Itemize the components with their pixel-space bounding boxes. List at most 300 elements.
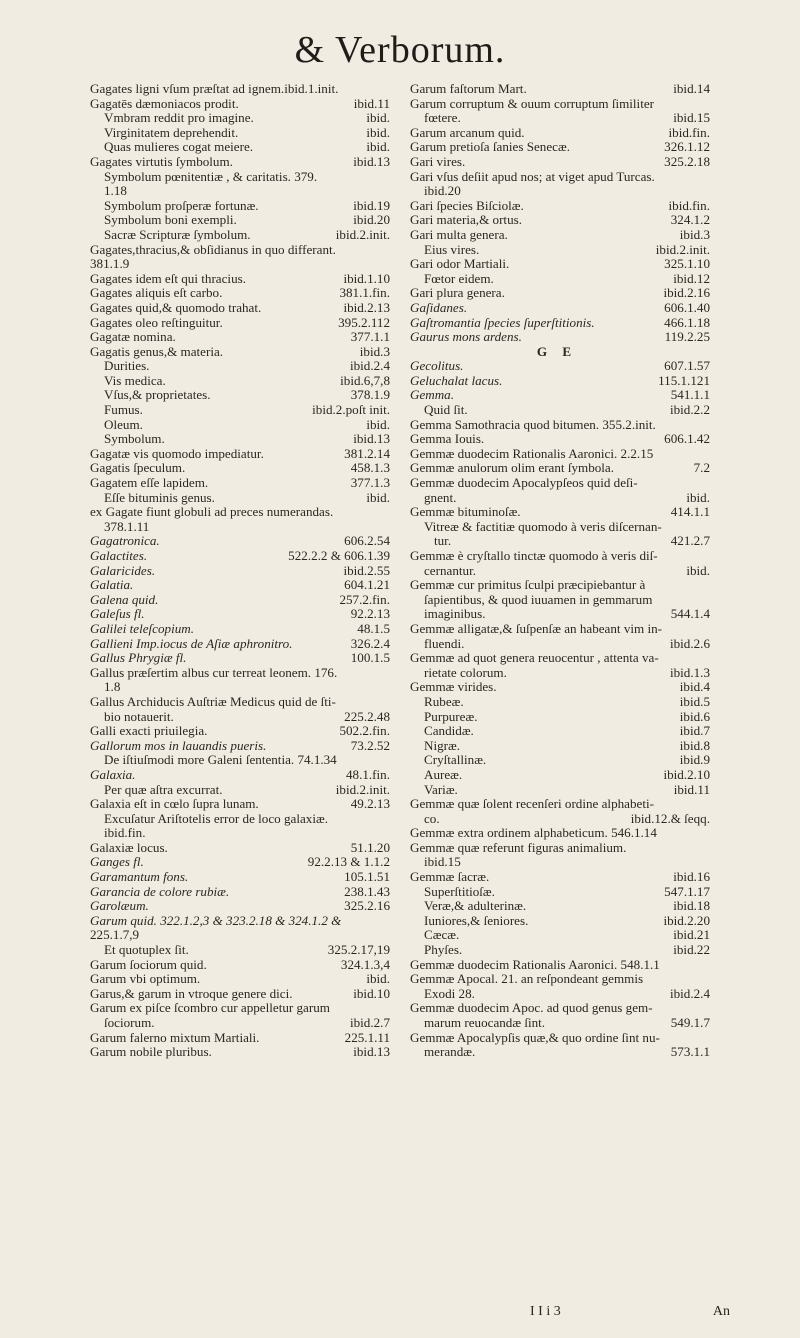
entry-term: ſapientibus, & quod iuuamen in gemmarum [424, 592, 653, 607]
entry-term: Gagatis ſpeculum. [90, 461, 186, 476]
entry-reference: 325.1.10 [664, 257, 710, 272]
entry-reference: ibid.11 [673, 782, 710, 797]
entry-reference: 607.1.57 [664, 359, 710, 374]
entry-term: Gemmæ duodecim Apoc. ad quod genus gem- [410, 1001, 653, 1016]
entry-term: Cæcæ. [424, 928, 460, 943]
entry-reference: ibid.22 [673, 943, 710, 958]
entry-term: Gecolitus. [410, 359, 464, 374]
entry-reference: ibid.6 [679, 709, 710, 724]
index-entry [90, 199, 390, 214]
entry-term: co. [424, 811, 440, 826]
index-entry [90, 1016, 390, 1031]
index-entry [410, 841, 710, 856]
entry-reference: ibid.2.init. [335, 227, 390, 242]
index-entry [410, 622, 710, 637]
index-entry [410, 797, 710, 812]
index-column-left [90, 82, 390, 1060]
entry-reference: 326.2.4 [350, 636, 390, 651]
entry-term: G E [536, 344, 578, 359]
index-entry [410, 213, 710, 228]
entry-reference: ibid. [366, 125, 390, 140]
index-entry [410, 812, 710, 827]
index-entry [90, 359, 390, 374]
index-entry [410, 155, 710, 170]
entry-term: Exodi 28. [424, 986, 475, 1001]
entry-reference: ibid.16 [673, 870, 710, 885]
index-entry [410, 432, 710, 447]
entry-reference: ibid.21 [673, 928, 710, 943]
index-entry [410, 111, 710, 126]
entry-term: Garum corruptum & ouum corruptum ſimiliter [410, 96, 655, 111]
index-column-right [410, 82, 710, 1060]
index-entry [410, 476, 710, 491]
entry-term: Garum ſociorum quid. [90, 957, 207, 972]
entry-reference: ibid.2.init. [655, 242, 710, 257]
entry-term: rietate colorum. [424, 665, 507, 680]
entry-reference: 395.2.112 [338, 315, 390, 330]
entry-reference: ibid. [366, 111, 390, 126]
entry-reference: ibid. [686, 490, 710, 505]
index-entry [90, 97, 390, 112]
index-entry [90, 724, 390, 739]
entry-term: 1.18 [104, 184, 127, 199]
entry-term: Gemmæ Apocal. 21. an reſpondeant gemmis [410, 972, 644, 987]
entry-term: Gagates ligni vſum præſtat ad ignem.ibid.1.init. [90, 82, 339, 96]
entry-term: Gemmæ è cryſtallo tinctæ quomodo à veris diſ- [410, 549, 658, 563]
entry-term: Gagates oleo reſtinguitur. [90, 315, 223, 330]
entry-term: Eſſe bituminis genus. [104, 490, 215, 505]
entry-reference: ibid.12 [673, 271, 710, 286]
index-entry [90, 549, 390, 564]
index-entry [90, 564, 390, 579]
entry-term: Galli exacti priuilegia. [90, 724, 208, 739]
index-entry [410, 855, 710, 870]
index-entry [410, 885, 710, 900]
index-entry [410, 710, 710, 725]
entry-term: Ganges fl. [90, 855, 144, 870]
entry-term: Nigræ. [424, 738, 461, 753]
entry-reference: ibid.13 [353, 1045, 390, 1060]
index-entry [90, 170, 390, 185]
entry-reference: 549.1.7 [670, 1016, 710, 1030]
index-entry [90, 374, 390, 389]
index-entry [90, 607, 390, 622]
index-entry [410, 943, 710, 958]
entry-term: Gemmæ alligatæ,& ſuſpenſæ an habeant vim in- [410, 621, 663, 636]
entry-reference: 325.2.16 [344, 899, 390, 914]
entry-term: merandæ. [424, 1045, 476, 1060]
entry-term: imaginibus. [424, 607, 486, 622]
index-entry [90, 899, 390, 914]
index-entry [410, 82, 710, 97]
index-entry [90, 928, 390, 943]
entry-reference: ibid.3 [679, 227, 710, 242]
entry-term: Gagatis genus,& materia. [90, 344, 224, 359]
entry-reference: 325.2.18 [664, 154, 710, 169]
index-entry [410, 695, 710, 710]
index-entry [410, 680, 710, 695]
entry-term: Galeſus fl. [90, 607, 145, 622]
index-entry [410, 1001, 710, 1016]
index-entry [90, 1001, 390, 1016]
entry-term: Virginitatem deprehendit. [104, 125, 239, 140]
entry-term: Garum falerno mixtum Martiali. [90, 1030, 260, 1045]
entry-term: Symbolum boni exempli. [104, 213, 237, 228]
index-entry [410, 272, 710, 287]
entry-reference: 48.1.fin. [345, 767, 390, 782]
entry-term: Rubeæ. [424, 694, 464, 709]
index-entry [90, 111, 390, 126]
index-entry [90, 1045, 390, 1060]
entry-reference: 541.1.1 [670, 388, 710, 403]
entry-term: Gemmæ cur primitus ſculpi præcipiebantur à [410, 578, 646, 593]
entry-reference: ibid.7 [679, 724, 710, 739]
entry-term: Gemmæ Apocalypſis quæ,& quo ordine ſint nu- [410, 1030, 660, 1045]
entry-reference: ibid.13 [353, 432, 390, 447]
index-entry [90, 403, 390, 418]
entry-term: Gemmæ duodecim Rationalis Aaronici. 2.2.15 [410, 446, 654, 461]
index-entry [90, 797, 390, 812]
index-entry [410, 330, 710, 345]
index-entry [410, 140, 710, 155]
entry-term: Garum ex piſce ſcombro cur appelletur garum [90, 1001, 330, 1016]
entry-term: Gemmæ ad quot genera reuocentur , attenta va- [410, 651, 659, 666]
index-entry [410, 753, 710, 768]
entry-reference: ibid.fin. [668, 198, 710, 213]
entry-term: Gemmæ quæ referunt figuras animalium. [410, 840, 627, 855]
entry-term: Gari ſpecies Biſciolæ. [410, 198, 524, 213]
entry-term: Gallus Phrygiæ fl. [90, 651, 187, 666]
entry-reference: 606.1.40 [664, 300, 710, 315]
entry-term: Gemmæ duodecim Rationalis Aaronici. 548.1.1 [410, 957, 660, 972]
index-entry [90, 155, 390, 170]
entry-reference: ibid.10 [353, 986, 390, 1001]
index-entry [410, 1016, 710, 1031]
index-entry [410, 403, 710, 418]
entry-term: gnent. [424, 490, 457, 505]
index-entry [410, 972, 710, 987]
entry-term: 381.1.9 [90, 257, 130, 272]
entry-term: Quas mulieres cogat meiere. [104, 140, 254, 155]
entry-term: Fœtor eidem. [424, 271, 494, 286]
index-entry [90, 972, 390, 987]
entry-term: Garum nobile pluribus. [90, 1045, 212, 1060]
entry-term: Gari vires. [410, 154, 466, 169]
index-entry [90, 534, 390, 549]
entry-reference: 326.1.12 [664, 140, 710, 155]
entry-term: ibid.20 [424, 184, 461, 199]
entry-term: Superſtitioſæ. [424, 884, 495, 899]
entry-reference: 377.1.3 [350, 476, 390, 491]
index-entry [410, 170, 710, 185]
entry-reference: 378.1.9 [350, 388, 390, 403]
entry-term: Gagatæ nomina. [90, 330, 176, 345]
entry-reference: 573.1.1 [670, 1045, 710, 1060]
entry-reference: ibid.1.3 [669, 665, 710, 680]
index-entry [410, 418, 710, 433]
index-entry [90, 432, 390, 447]
entry-reference: ibid.fin. [668, 125, 710, 140]
index-entry [90, 447, 390, 462]
index-entry [90, 593, 390, 608]
index-entry [410, 564, 710, 579]
index-entry [410, 928, 710, 943]
index-entry [90, 695, 390, 710]
entry-reference: 92.2.13 & 1.1.2 [307, 855, 390, 870]
index-entry [410, 987, 710, 1002]
entry-term: Vis medica. [104, 373, 166, 388]
index-entry [90, 491, 390, 506]
entry-term: Gagatæ vis quomodo impediatur. [90, 446, 264, 461]
index-entry [90, 140, 390, 155]
entry-reference: ibid.2.2 [669, 403, 710, 418]
entry-reference: 257.2.fin. [339, 592, 390, 607]
index-entry [90, 651, 390, 666]
index-entry [410, 243, 710, 258]
entry-term: Per quæ aſtra excurrat. [104, 782, 223, 797]
entry-term: Cryſtallinæ. [424, 753, 487, 768]
entry-term: Gemmæ ſacræ. [410, 870, 490, 885]
entry-term: Gari vſus deſiit apud nos; at viget apud Turcas. [410, 169, 655, 184]
index-entry [90, 476, 390, 491]
entry-reference: ibid.6,7,8 [340, 373, 390, 388]
index-entry [90, 316, 390, 331]
entry-term: Gari odor Martiali. [410, 257, 510, 272]
entry-term: marum reuocandæ ſint. [424, 1016, 546, 1030]
entry-term: Gemma Iouis. [410, 432, 485, 447]
entry-term: Gemmæ duodecim Apocalypſeos quid deſi- [410, 476, 638, 491]
entry-term: Gaſidanes. [410, 300, 468, 315]
entry-term: Gaurus mons ardens. [410, 330, 522, 345]
index-entry [410, 359, 710, 374]
entry-reference: 48.1.5 [357, 621, 390, 636]
entry-term: Iuniores,& ſeniores. [424, 913, 529, 928]
entry-reference: ibid.19 [353, 198, 390, 213]
entry-reference: 466.1.18 [664, 315, 710, 330]
entry-term: Gari materia,& ortus. [410, 213, 522, 228]
entry-reference: 51.1.20 [350, 840, 390, 855]
entry-reference: 381.1.fin. [339, 286, 390, 301]
entry-term: 378.1.11 [104, 519, 150, 534]
entry-term: Gemmæ quæ ſolent recenſeri ordine alphabeti- [410, 797, 654, 812]
entry-reference: ibid.1.10 [343, 271, 390, 286]
entry-reference: 238.1.43 [344, 884, 390, 899]
index-entry [90, 622, 390, 637]
entry-term: Vitreæ & factitiæ quomodo à veris diſcernan- [424, 519, 662, 534]
entry-reference: 324.1.3,4 [340, 957, 390, 972]
entry-term: Gemmæ bituminoſæ. [410, 505, 521, 520]
entry-reference: 606.2.54 [344, 534, 390, 549]
entry-term: Galactites. [90, 549, 148, 563]
entry-reference: ibid.2.4 [349, 359, 390, 374]
entry-reference: ibid.13 [353, 154, 390, 169]
entry-term: Garamantum fons. [90, 870, 189, 885]
index-entry [90, 126, 390, 141]
entry-term: 225.1.7,9 [90, 928, 140, 943]
entry-term: Gagates quid,& quomodo trahat. [90, 300, 262, 315]
index-entry [410, 520, 710, 535]
entry-term: Gagates aliquis eſt carbo. [90, 286, 223, 301]
index-entry [90, 461, 390, 476]
entry-term: Galaxia eſt in cœlo ſupra lunam. [90, 797, 259, 812]
entry-reference: 414.1.1 [670, 505, 710, 520]
entry-term: tur. [434, 534, 452, 549]
index-entry [410, 534, 710, 549]
entry-term: Gemmæ virides. [410, 680, 497, 695]
entry-term: Galaxia. [90, 767, 136, 782]
entry-term: cernantur. [424, 563, 476, 578]
index-entry [410, 651, 710, 666]
index-entry [410, 593, 710, 608]
entry-term: Garum arcanum quid. [410, 125, 525, 140]
entry-reference: ibid. [366, 417, 390, 432]
entry-term: Gari multa genera. [410, 227, 508, 242]
entry-reference: ibid.20 [353, 213, 390, 228]
catchword: An [712, 1304, 730, 1319]
entry-term: Fumus. [104, 403, 143, 418]
entry-term: Vſus,& proprietates. [104, 388, 211, 403]
entry-reference: ibid.4 [679, 680, 710, 695]
index-entry [90, 855, 390, 870]
index-entry [410, 826, 710, 841]
entry-term: Symbolum proſperæ fortunæ. [104, 198, 259, 213]
index-entry [410, 578, 710, 593]
index-entry [410, 447, 710, 462]
index-entry [90, 914, 390, 929]
entry-term: Gagates,thracius,& obſidianus in quo differant. [90, 242, 336, 257]
entry-reference: 325.2.17,19 [327, 943, 390, 958]
index-entry [410, 899, 710, 914]
entry-term: Gaſtromantia ſpecies ſuperſtitionis. [410, 315, 595, 330]
index-entry [410, 607, 710, 622]
entry-term: Gagatronica. [90, 534, 160, 549]
index-entry [410, 461, 710, 476]
index-entry [90, 286, 390, 301]
entry-term: Galena quid. [90, 592, 159, 607]
entry-term: ibid.15 [424, 855, 461, 870]
index-entry [90, 257, 390, 272]
entry-reference: 225.2.48 [344, 709, 390, 724]
entry-reference: 119.2.25 [664, 330, 710, 345]
index-entry [90, 943, 390, 958]
index-entry [410, 491, 710, 506]
entry-term: Veræ,& adulterinæ. [424, 899, 527, 914]
entry-reference: ibid.2.6 [669, 636, 710, 651]
entry-term: Gemma Samothracia quod bitumen. 355.2.init. [410, 417, 656, 432]
entry-reference: ibid.2.init. [335, 782, 390, 797]
entry-reference: ibid.11 [353, 96, 390, 111]
index-entry [90, 753, 390, 768]
index-entry [90, 841, 390, 856]
entry-term: Galilei teleſcopium. [90, 621, 194, 636]
index-entry [90, 184, 390, 199]
index-entry [90, 1031, 390, 1046]
entry-reference: 73.2.52 [350, 738, 390, 753]
index-entry [90, 637, 390, 652]
index-entry [90, 680, 390, 695]
entry-term: Gagatem eſſe lapidem. [90, 476, 209, 491]
entry-term: Purpureæ. [424, 709, 478, 724]
entry-reference: 421.2.7 [670, 534, 710, 549]
entry-term: Galaricides. [90, 563, 156, 578]
entry-term: Excuſatur Ariſtotelis error de loco galaxiæ. [104, 811, 328, 826]
index-entry [410, 505, 710, 520]
entry-reference: 49.2.13 [350, 797, 390, 812]
index-entry [90, 812, 390, 827]
entry-term: Durities. [104, 359, 150, 374]
entry-reference: 225.1.11 [344, 1030, 390, 1045]
entry-term: Geluchalat lacus. [410, 373, 503, 388]
entry-reference: ibid.3 [359, 344, 390, 359]
index-entry [410, 316, 710, 331]
index-entry [410, 199, 710, 214]
entry-term: Quid ſit. [424, 403, 468, 418]
signature-mark: I I i 3 [530, 1304, 561, 1319]
entry-reference: 7.2 [693, 461, 710, 476]
entry-reference: ibid. [686, 563, 710, 578]
entry-term: Sacræ Scripturæ ſymbolum. [104, 227, 251, 242]
entry-reference: ibid.15 [673, 111, 710, 126]
entry-term: Garum quid. 322.1.2,3 & 323.2.18 & 324.1.2 & [90, 913, 342, 928]
entry-term: ex Gagate fiunt globuli ad preces numerandas. [90, 505, 334, 520]
entry-term: Garolæum. [90, 899, 149, 914]
index-entry [90, 330, 390, 345]
index-entry [410, 666, 710, 681]
entry-reference: 544.1.4 [670, 607, 710, 622]
entry-reference: ibid.2.20 [663, 913, 710, 928]
entry-reference: 92.2.13 [350, 607, 390, 622]
entry-term: Galatia. [90, 578, 134, 593]
page-title: & Verborum. [294, 29, 506, 71]
index-entry [90, 418, 390, 433]
index-entry [410, 1045, 710, 1060]
entry-reference: ibid.9 [679, 753, 710, 768]
entry-reference: 105.1.51 [344, 870, 390, 885]
index-entry [90, 301, 390, 316]
index-entry [410, 914, 710, 929]
entry-term: Gallus Archiducis Auſtriæ Medicus quid de ſti- [90, 694, 336, 709]
entry-term: bio notauerit. [104, 709, 174, 724]
entry-term: Garum pretioſa ſanies Senecæ. [410, 140, 570, 155]
entry-term: Symbolum pœnitentiæ , & caritatis. 379. [104, 169, 318, 184]
entry-reference: ibid.2.10 [663, 767, 710, 782]
entry-term: Symbolum. [104, 432, 165, 447]
index-entry [410, 286, 710, 301]
entry-reference: 547.1.17 [664, 884, 710, 899]
entry-reference: 458.1.3 [350, 461, 390, 476]
entry-term: Oleum. [104, 417, 143, 432]
entry-term: Gallorum mos in lauandis pueris. [90, 738, 267, 753]
index-entry [410, 637, 710, 652]
entry-term: Gemma. [410, 388, 454, 403]
entry-reference: ibid.14 [673, 82, 710, 96]
index-entry [90, 987, 390, 1002]
index-entry [90, 213, 390, 228]
entry-reference: 324.1.2 [670, 213, 710, 228]
entry-reference: 377.1.1 [350, 330, 390, 345]
index-entry [410, 257, 710, 272]
entry-reference: ibid.2.poſt init. [312, 403, 390, 418]
index-entry [410, 783, 710, 798]
entry-reference: ibid. [366, 140, 390, 155]
entry-reference: 604.1.21 [344, 578, 390, 593]
entry-term: Gagates virtutis ſymbolum. [90, 154, 233, 169]
index-entry [410, 739, 710, 754]
index-entry [410, 870, 710, 885]
entry-term: Gallieni Imp.iocus de Aſiæ aphronitro. [90, 636, 293, 651]
index-entry [90, 272, 390, 287]
entry-term: Phyſes. [424, 943, 463, 958]
